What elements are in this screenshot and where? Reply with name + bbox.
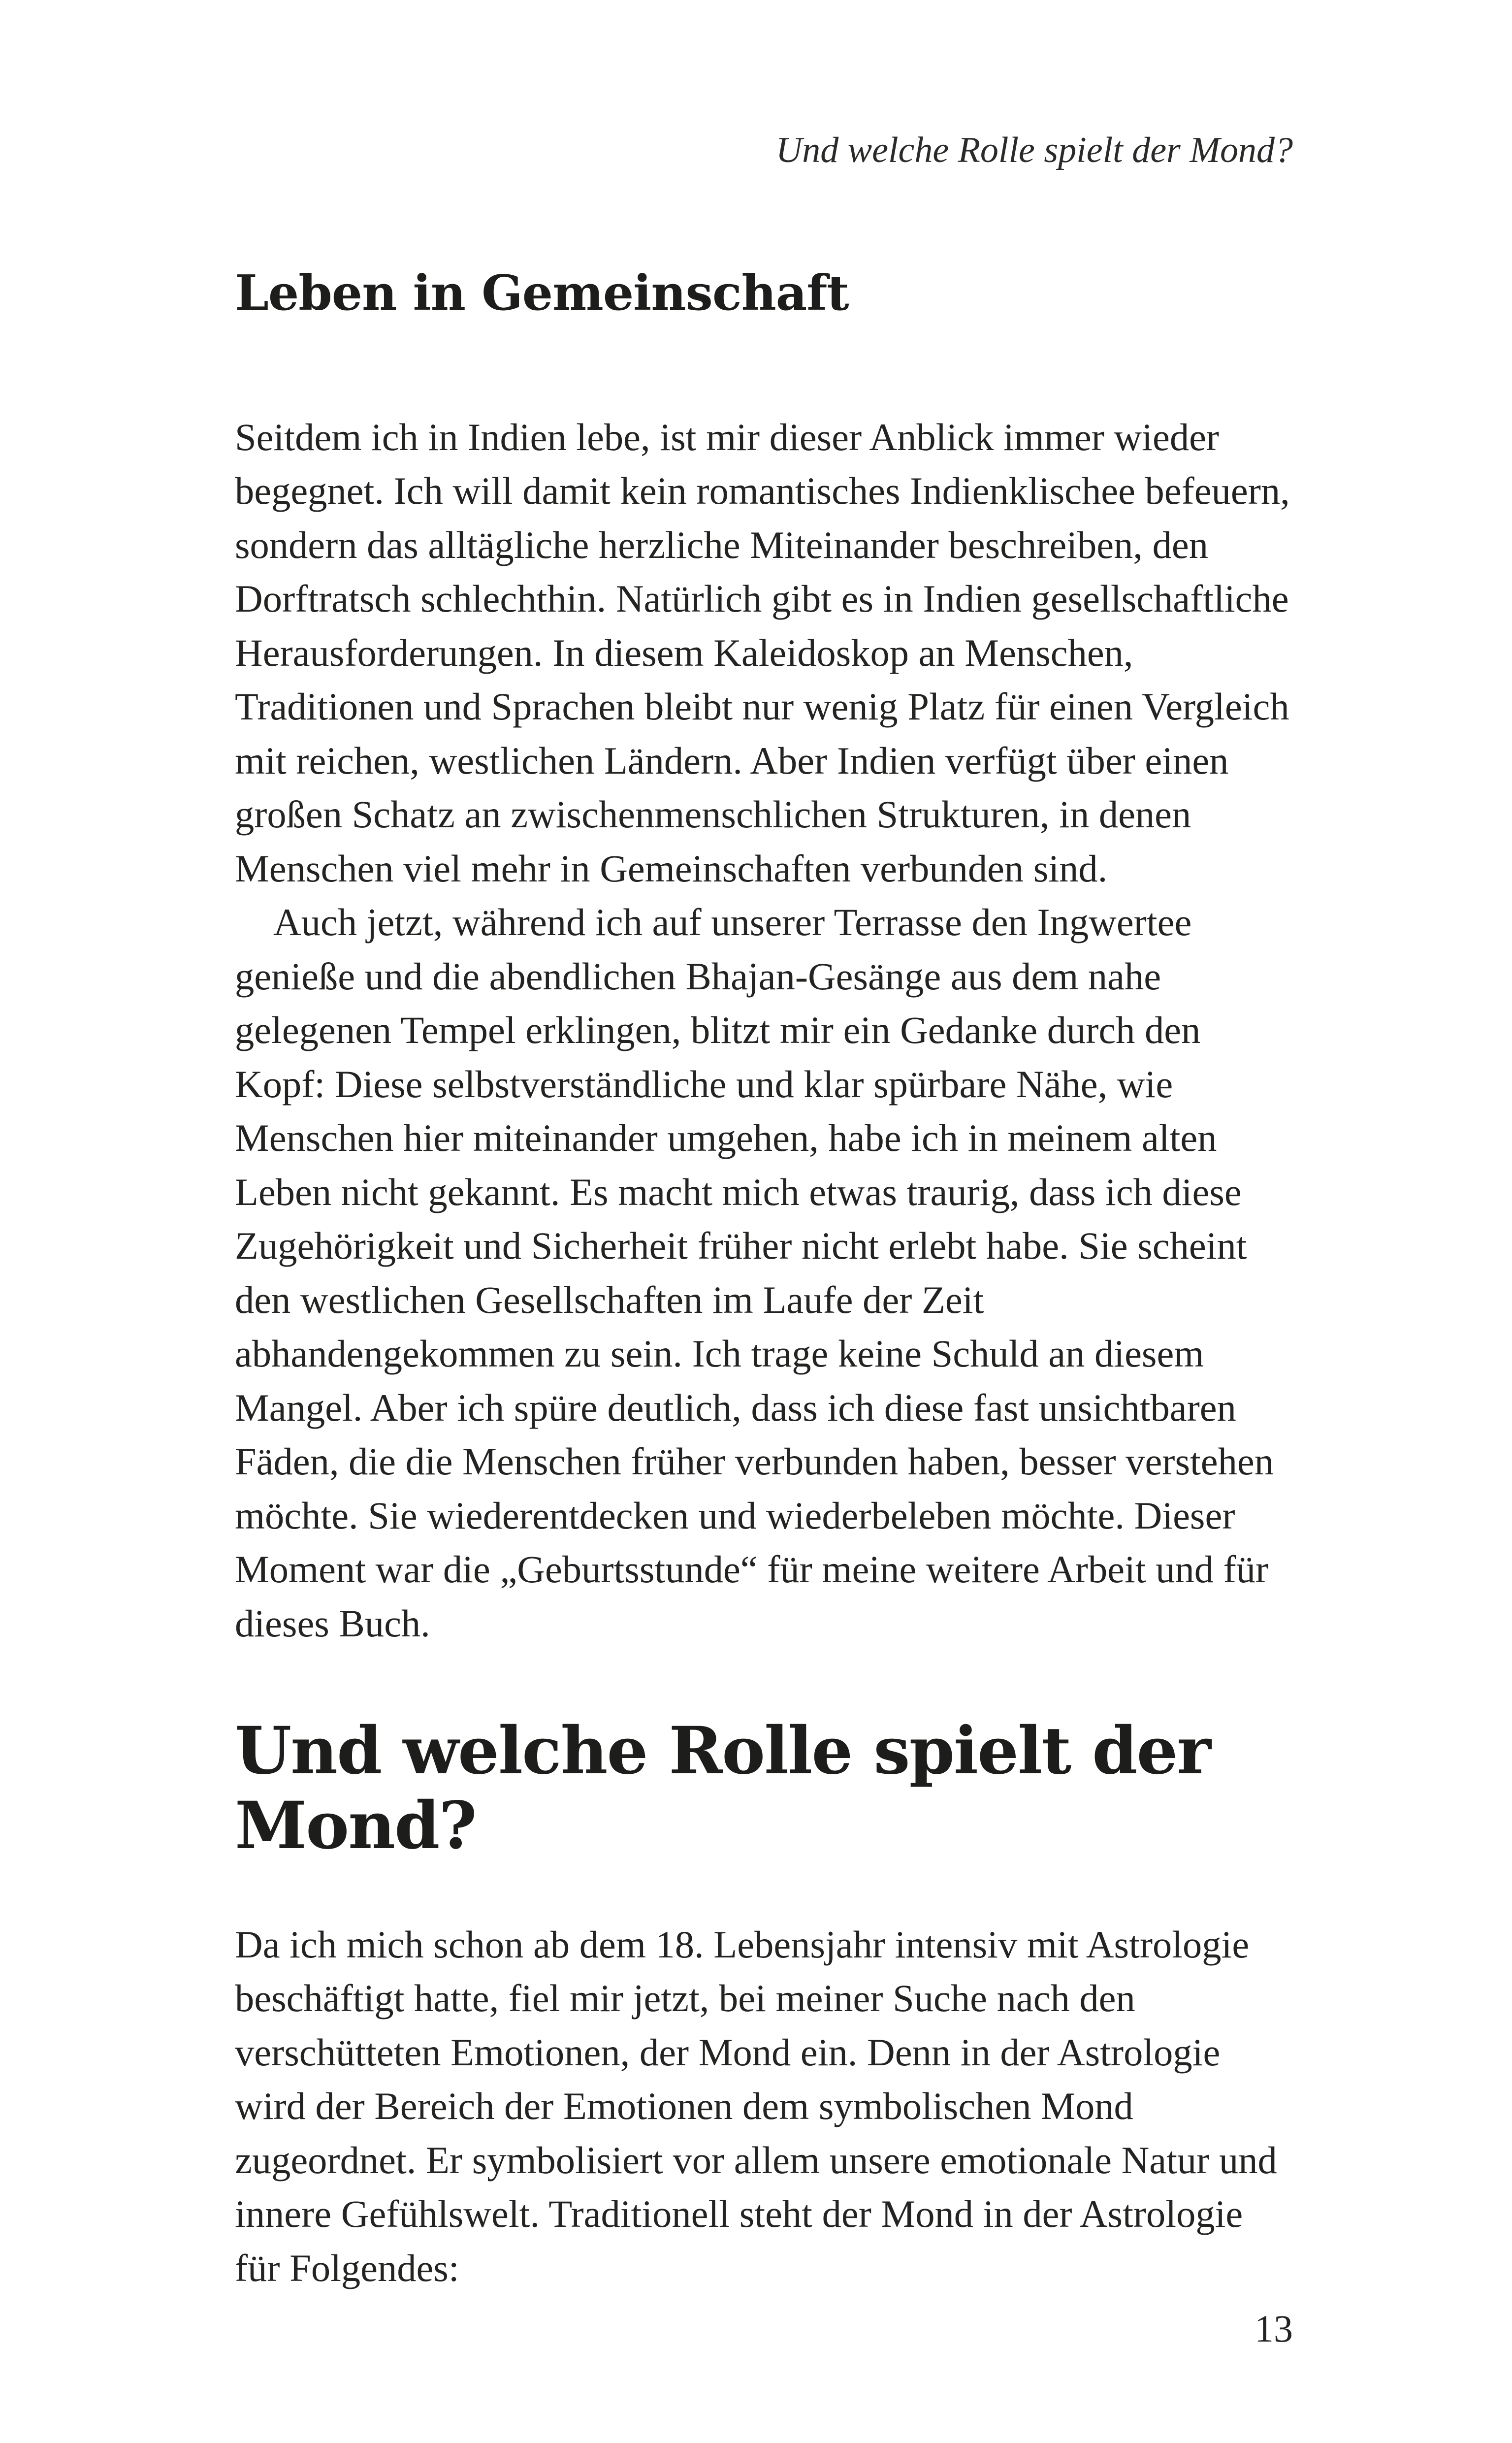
chapter-heading: Und welche Rolle spielt der Mond? <box>235 1713 1210 1864</box>
paragraph: Da ich mich schon ab dem 18. Lebensjahr intensiv mit Astrologie beschäftigt hatte, fiel mir jetzt, bei meiner Suche nach den verschütteten Emotionen, der Mond ein. Denn in der Astrologie wird der Bereich der Emotionen dem symbolischen Mond zugeordnet. Er symbolisiert vor allem unsere emotionale Natur und innere Gefühlswelt. Traditionell steht der Mond in der Astrologie für Folgendes: <box>235 1922 1277 2289</box>
paragraph: Auch jetzt, während ich auf unserer Terrasse den Ingwertee genieße und die abendlichen Bhajan-Gesänge aus dem nahe gelegenen Tempel erklingen, blitzt mir ein Gedanke durch den Kopf: Diese selbstverständliche und klar spürbare Nähe, wie Menschen hier miteinander umgehen, habe ich in meinem alten Leben nicht gekannt. Es macht mich etwas traurig, dass ich diese Zugehörigkeit und Sicherheit früher nicht erlebt habe. Sie scheint den westlichen Gesellschaften im Laufe der Zeit abhandengekommen zu sein. Ich trage keine Schuld an diesem Mangel. Aber ich spüre deutlich, dass ich diese fast unsichtbaren Fäden, die die Menschen früher verbunden haben, besser verstehen möchte. Sie wiederentdecken und wiederbeleben möchte. Dieser Moment war die „Geburtsstunde“ für meine weitere Arbeit und für dieses Buch. <box>235 901 1274 1645</box>
section-leben-in-gemeinschaft <box>235 266 1293 1650</box>
running-header: Und welche Rolle spielt der Mond? <box>775 130 1293 170</box>
paragraph: Seitdem ich in Indien lebe, ist mir dieser Anblick immer wieder begegnet. Ich will damit kein romantisches Indienklischee befeuern, sondern das alltägliche herzliche Miteinander beschreiben, den Dorftratsch schlechthin. Natürlich gibt es in Indien gesellschaftliche Herausforderungen. In diesem Kaleidoskop an Menschen, Traditionen und Sprachen bleibt nur wenig Platz für einen Vergleich mit reichen, westlichen Ländern. Aber Indien verfügt über einen großen Schatz an zwischenmenschlichen Strukturen, in denen Menschen viel mehr in Gemeinschaften verbunden sind. <box>235 415 1290 890</box>
section-heading: Leben in Gemeinschaft <box>235 265 849 322</box>
section-rolle-des-mondes <box>235 1714 1293 2295</box>
page-number: 13 <box>1255 2307 1293 2350</box>
